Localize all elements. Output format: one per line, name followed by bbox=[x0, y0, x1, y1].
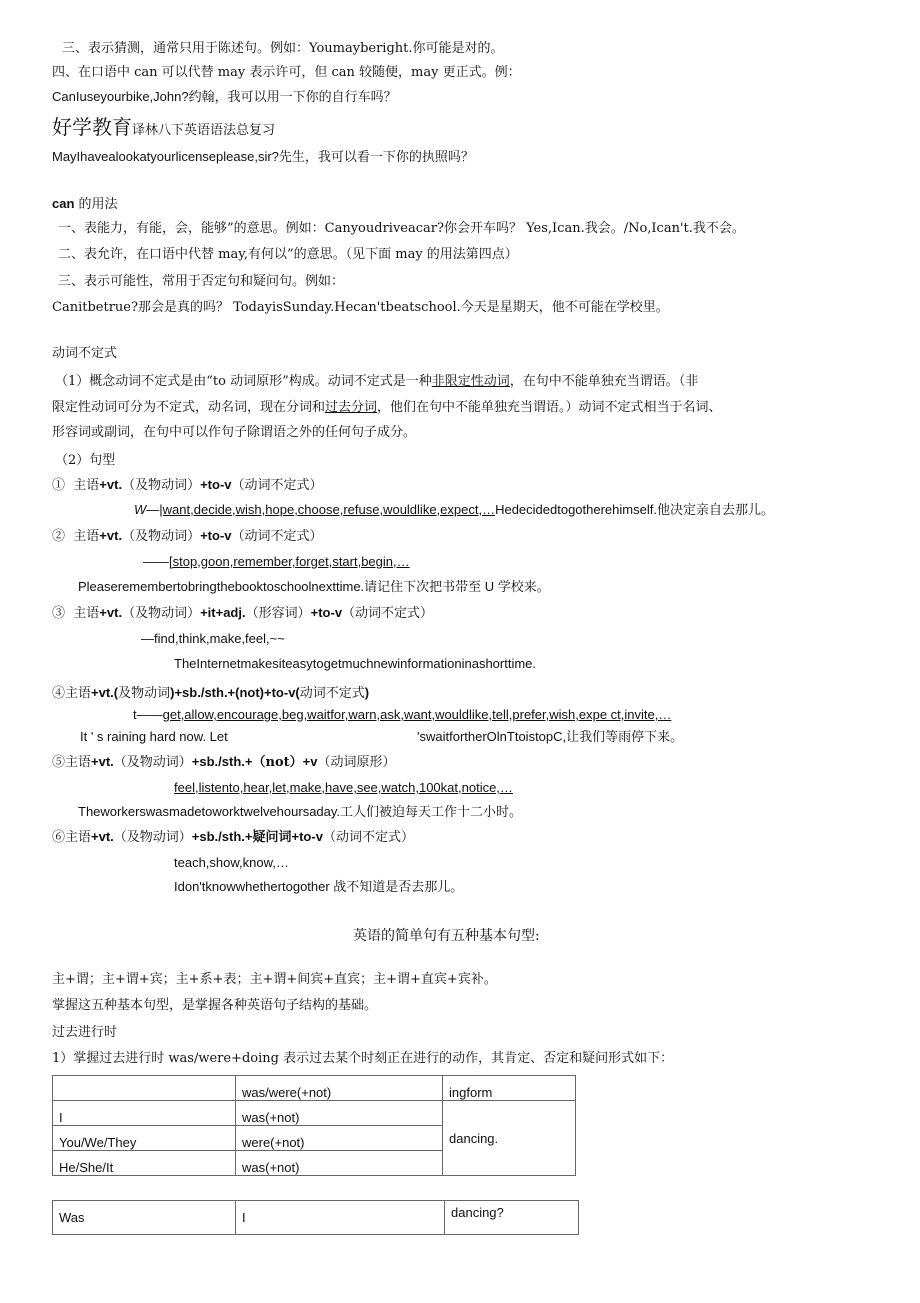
pattern-example-sentence: Hedecidedtogotherehimself.他决定亲自去那儿。 bbox=[495, 502, 774, 517]
five-patterns-list: 主+谓；主+谓+宾；主+系+表；主+谓+间宾+直宾；主+谓+直宾+宾补。 bbox=[52, 972, 497, 987]
question-table bbox=[52, 1200, 579, 1235]
pattern-subject: 主语 bbox=[73, 478, 100, 493]
table-row bbox=[53, 1201, 579, 1235]
line-example-license: MayIhavealookatyourlicenseplease,sir?先生，我可以看一下你的执照吗？ bbox=[52, 149, 474, 164]
pattern-6-example: Idon'tknowwhethertogother 战不知道是否去那儿。 bbox=[174, 879, 464, 894]
table-cell-merged: dancing. bbox=[443, 1101, 576, 1176]
pattern-verb-list: [stop,goon,remember,forget,start,begin,… bbox=[169, 554, 410, 569]
pattern-note: （动词不定式） bbox=[322, 830, 414, 845]
pattern-num: ③ bbox=[52, 606, 66, 621]
can-example: Canitbetrue?那会是真的吗？ TodayisSunday.Hecan'tbeatschool.今天是星期天，他不可能在学校里。 bbox=[52, 300, 669, 315]
inf-concept-3: 形容词或副词，在句中可以作句子除谓语之外的任何句子成分。 bbox=[52, 425, 417, 440]
section-title-can bbox=[52, 195, 118, 214]
pattern-note: 及物动词 bbox=[118, 686, 171, 701]
pattern-vt: +vt. bbox=[99, 528, 123, 543]
past-progressive-desc: 1）掌握过去进行时 was/were+doing 表示过去某个时刻正在进行的动作，其肯定、否定和疑问形式如下： bbox=[52, 1051, 674, 1066]
pattern-vt: +vt.( bbox=[91, 685, 119, 700]
pattern-lead: t—— bbox=[133, 707, 163, 722]
table-cell: was(+not) bbox=[236, 1151, 443, 1176]
table-cell: Was bbox=[53, 1201, 236, 1235]
pattern-subject: ④主语 bbox=[52, 686, 92, 701]
five-patterns-note: 掌握这五种基本句型，是掌握各种英语句子结构的基础。 bbox=[52, 998, 378, 1013]
line-may-4: 四、在口语中 can 可以代替 may 表示许可，但 can 较随便，may 更正式。例： bbox=[52, 65, 521, 80]
pattern-vt: +vt. bbox=[91, 754, 114, 769]
pattern-verb-list: |want,decide,wish,hope,choose,refuse,wouldlike,expect,… bbox=[159, 502, 496, 517]
inf-text: 限定性动词可分为不定式，动名词，现在分词和 bbox=[52, 400, 326, 415]
inf-underlined: 过去分词 bbox=[325, 400, 378, 415]
can-point-1: 一、表能力，有能，会，能够”的意思。例如：Canyoudriveacar?你会开车吗？ Yes,Ican.我会。/No,Ican't.我不会。 bbox=[58, 221, 745, 236]
pattern-1-example bbox=[134, 501, 774, 519]
pattern-lead: —— bbox=[143, 554, 169, 569]
pattern-4-example-a: It ' s raining hard now. Let bbox=[80, 729, 228, 744]
table-header-cell: ingform bbox=[443, 1076, 576, 1101]
pattern-3-head bbox=[52, 604, 433, 623]
pattern-structure: )+sb./sth.+(not)+to-v( bbox=[170, 685, 300, 700]
pattern-6-head bbox=[52, 828, 414, 847]
table-cell: You/We/They bbox=[53, 1126, 236, 1151]
header-subtitle: 译林八下英语语法总复习 bbox=[132, 123, 276, 138]
pattern-tov: +to-v bbox=[310, 605, 343, 620]
pattern-num: ② bbox=[52, 529, 66, 544]
pattern-vt: +vt. bbox=[99, 605, 123, 620]
pattern-wh: 疑问词 bbox=[252, 830, 292, 845]
pattern-5-head bbox=[52, 753, 395, 772]
pattern-it-adj: +it+adj. bbox=[200, 605, 246, 620]
pattern-3-verbs: —find,think,make,feel,~~ bbox=[141, 631, 285, 646]
table-cell: were(+not) bbox=[236, 1126, 443, 1151]
table-cell: dancing? bbox=[445, 1201, 579, 1235]
pattern-3-example: TheInternetmakesiteasytogetmuchnewinformationinashorttime. bbox=[174, 656, 537, 671]
pattern-subject: 主语 bbox=[73, 606, 100, 621]
pattern-note: （及物动词） bbox=[122, 478, 201, 493]
pattern-5-example: Theworkerswasmadetoworktwelvehoursaday.工人们被迫每天工作十二小时。 bbox=[78, 804, 523, 819]
can-point-3: 三、表示可能性，常用于否定句和疑问句。例如： bbox=[58, 274, 345, 289]
pattern-2-verbs bbox=[143, 553, 410, 571]
pattern-4-example-b: 'swaitfortherOlnTtoistopC,让我们等雨停下来。 bbox=[417, 729, 684, 744]
table-cell: He/She/It bbox=[53, 1151, 236, 1176]
pattern-note: （动词不定式） bbox=[231, 478, 323, 493]
pattern-note: （形容词） bbox=[245, 606, 311, 621]
inf-text: ，他们在句中不能单独充当谓语。）动词不定式相当于名词、 bbox=[377, 400, 722, 415]
line-example-bike: CanIuseyourbike,John?约翰，我可以用一下你的自行车吗？ bbox=[52, 89, 397, 104]
table-row bbox=[53, 1076, 576, 1101]
inf-concept-2 bbox=[52, 399, 722, 417]
pattern-2-head bbox=[52, 527, 323, 546]
pattern-tov: +to-v bbox=[200, 477, 232, 492]
pattern-lead: W— bbox=[134, 502, 160, 517]
pattern-paren: ) bbox=[364, 685, 370, 700]
inf-text: （1）概念动词不定式是由“to 动词原形”构成。动词不定式是一种 bbox=[55, 374, 432, 389]
table-cell: I bbox=[236, 1201, 445, 1235]
pattern-note: （及物动词） bbox=[113, 830, 192, 845]
pattern-subject: ⑤主语 bbox=[52, 755, 92, 770]
pattern-structure: +sb./sth.+ bbox=[191, 829, 253, 844]
pattern-v: +v bbox=[302, 754, 318, 769]
inf-patterns-title: （2）句型 bbox=[55, 453, 116, 468]
pattern-note: （及物动词） bbox=[122, 606, 201, 621]
can-point-2: 二、表允许，在口语中代替 may,有何以”的意思。（见下面 may 的用法第四点） bbox=[58, 247, 518, 262]
conjugation-table bbox=[52, 1075, 576, 1176]
pattern-num: ① bbox=[52, 478, 66, 493]
pattern-note: （及物动词） bbox=[122, 529, 201, 544]
pattern-note: （及物动词） bbox=[113, 755, 192, 770]
pattern-note: （动词原形） bbox=[317, 755, 396, 770]
pattern-6-verbs: teach,show,know,… bbox=[174, 855, 289, 870]
pattern-4-head bbox=[52, 684, 369, 703]
pattern-5-verbs: feel,listento,hear,let,make,have,see,watch,100kat,notice,… bbox=[174, 780, 513, 795]
inf-text: ，在句中不能单独充当谓语。（非 bbox=[509, 374, 699, 389]
inf-concept-1 bbox=[55, 373, 698, 391]
table-cell bbox=[53, 1076, 236, 1101]
can-title-word: can bbox=[52, 196, 75, 211]
pattern-subject: 主语 bbox=[73, 529, 100, 544]
pattern-vt: +vt. bbox=[99, 477, 123, 492]
pattern-tov: +to-v bbox=[291, 829, 323, 844]
pattern-vt: +vt. bbox=[91, 829, 114, 844]
page-header bbox=[52, 115, 275, 140]
line-may-3: 三、表示猜测，通常只用于陈述句。例如：Youmayberight.你可能是对的。 bbox=[62, 41, 504, 56]
pattern-tov: +to-v bbox=[200, 528, 232, 543]
five-patterns-title: 英语的简单句有五种基本句型: bbox=[353, 928, 540, 944]
pattern-note: （动词不定式） bbox=[342, 606, 434, 621]
pattern-2-example: Pleaseremembertobringthebooktoschoolnexttime.请记住下次把书带至 U 学校来。 bbox=[78, 579, 550, 594]
pattern-structure: +sb./sth.+ bbox=[191, 754, 253, 769]
table-cell: was(+not) bbox=[236, 1101, 443, 1126]
can-title-rest: 的用法 bbox=[74, 197, 118, 212]
pattern-not: （not） bbox=[252, 755, 303, 770]
past-progressive-title: 过去进行时 bbox=[52, 1025, 118, 1040]
pattern-verb-list: get,allow,encourage,beg,waitfor,warn,ask,want,wouldlike,tell,prefer,wish,expe ct,invite,… bbox=[162, 707, 672, 722]
pattern-1-head bbox=[52, 476, 323, 495]
table-cell: I bbox=[53, 1101, 236, 1126]
pattern-subject: ⑥主语 bbox=[52, 830, 92, 845]
pattern-note: 动词不定式 bbox=[299, 686, 365, 701]
section-title-infinitive: 动词不定式 bbox=[52, 346, 118, 361]
header-brand: 好学教育 bbox=[52, 115, 132, 139]
table-header-cell: was/were(+not) bbox=[236, 1076, 443, 1101]
pattern-note: （动词不定式） bbox=[231, 529, 323, 544]
pattern-4-verbs bbox=[133, 706, 671, 724]
table-row bbox=[53, 1101, 576, 1126]
inf-underlined: 非限定性动词 bbox=[431, 374, 510, 389]
